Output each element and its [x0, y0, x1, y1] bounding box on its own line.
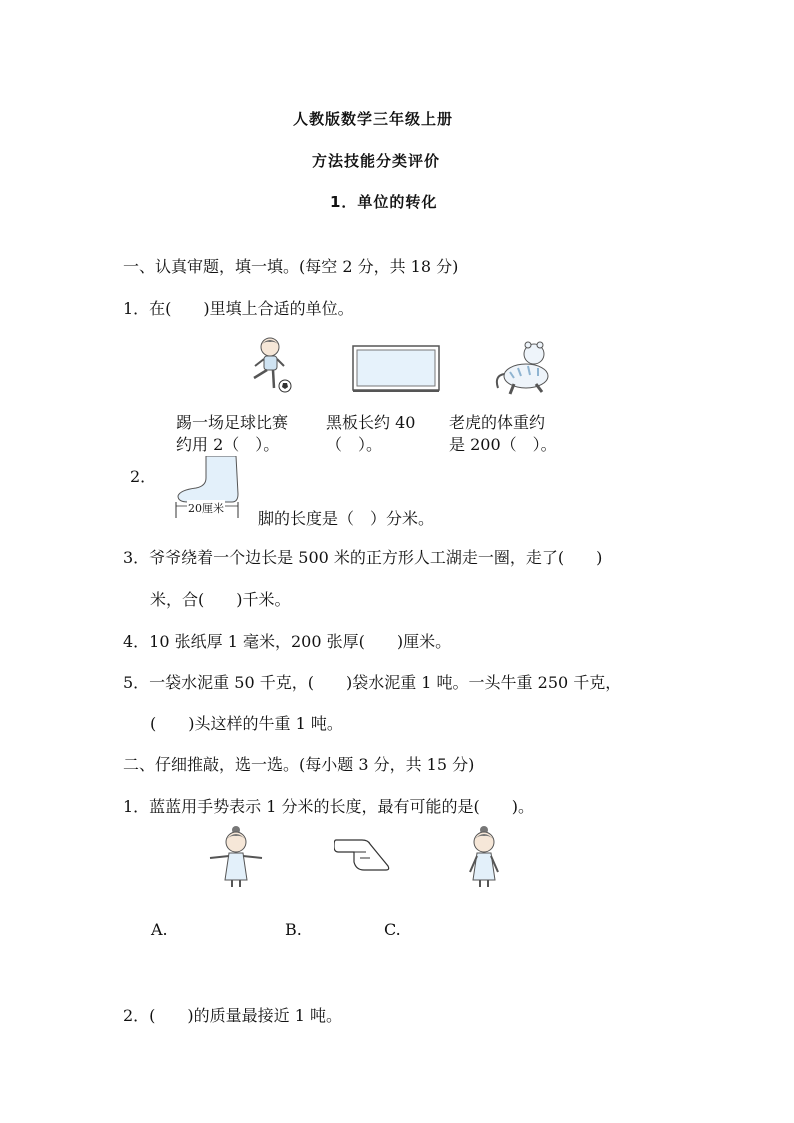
option-c: C. [384, 920, 401, 939]
caption-football-line1: 踢一场足球比赛 [176, 413, 289, 432]
girl-standing-image [462, 826, 506, 888]
hand-gesture-image [334, 832, 394, 874]
document-title: 人教版数学三年级上册 [293, 110, 454, 128]
boy-kicking-ball-image [240, 336, 300, 398]
question-1-1: 1．在( )里填上合适的单位。 [123, 299, 354, 318]
option-a: A. [151, 920, 168, 939]
part1-heading: 一、认真审题，填一填。(每空 2 分，共 18 分) [123, 257, 459, 276]
blackboard-image [352, 345, 440, 393]
part2-heading: 二、仔细推敲，选一选。(每小题 3 分，共 15 分) [123, 755, 475, 774]
caption-football-line2: 约用 2（ ）。 [176, 435, 280, 454]
question-1-3-line2: 米，合( )千米。 [150, 590, 291, 609]
option-b: B. [285, 920, 302, 939]
question-1-5-line2: ( )头这样的牛重 1 吨。 [150, 714, 343, 733]
caption-tiger-line1: 老虎的体重约 [449, 413, 546, 432]
caption-tiger-line2: 是 200（ ）。 [449, 435, 557, 454]
question-1-2: 脚的长度是（ ）分米。 [258, 509, 435, 528]
question-1-5-line1: 5．一袋水泥重 50 千克，( )袋水泥重 1 吨。一头牛重 250 千克， [123, 673, 622, 692]
question-1-3-line1: 3．爷爷绕着一个边长是 500 米的正方形人工湖走一圈，走了( ) [123, 548, 603, 567]
girl-arms-wide-image [206, 826, 266, 888]
foot-length-label: 20厘米 [188, 502, 224, 515]
question-1-4: 4．10 张纸厚 1 毫米，200 张厚( )厘米。 [123, 632, 452, 651]
section-title: 1．单位的转化 [330, 193, 438, 211]
caption-blackboard-line1: 黑板长约 40 [326, 413, 416, 432]
question-2-2: 2．( )的质量最接近 1 吨。 [123, 1006, 343, 1025]
question-2-1: 1．蓝蓝用手势表示 1 分米的长度，最有可能的是( )。 [123, 797, 535, 816]
question-1-2-number: 2． [130, 467, 157, 486]
caption-blackboard-line2: （ ）。 [326, 435, 383, 454]
document-subtitle: 方法技能分类评价 [312, 152, 441, 170]
tiger-image [488, 338, 560, 398]
